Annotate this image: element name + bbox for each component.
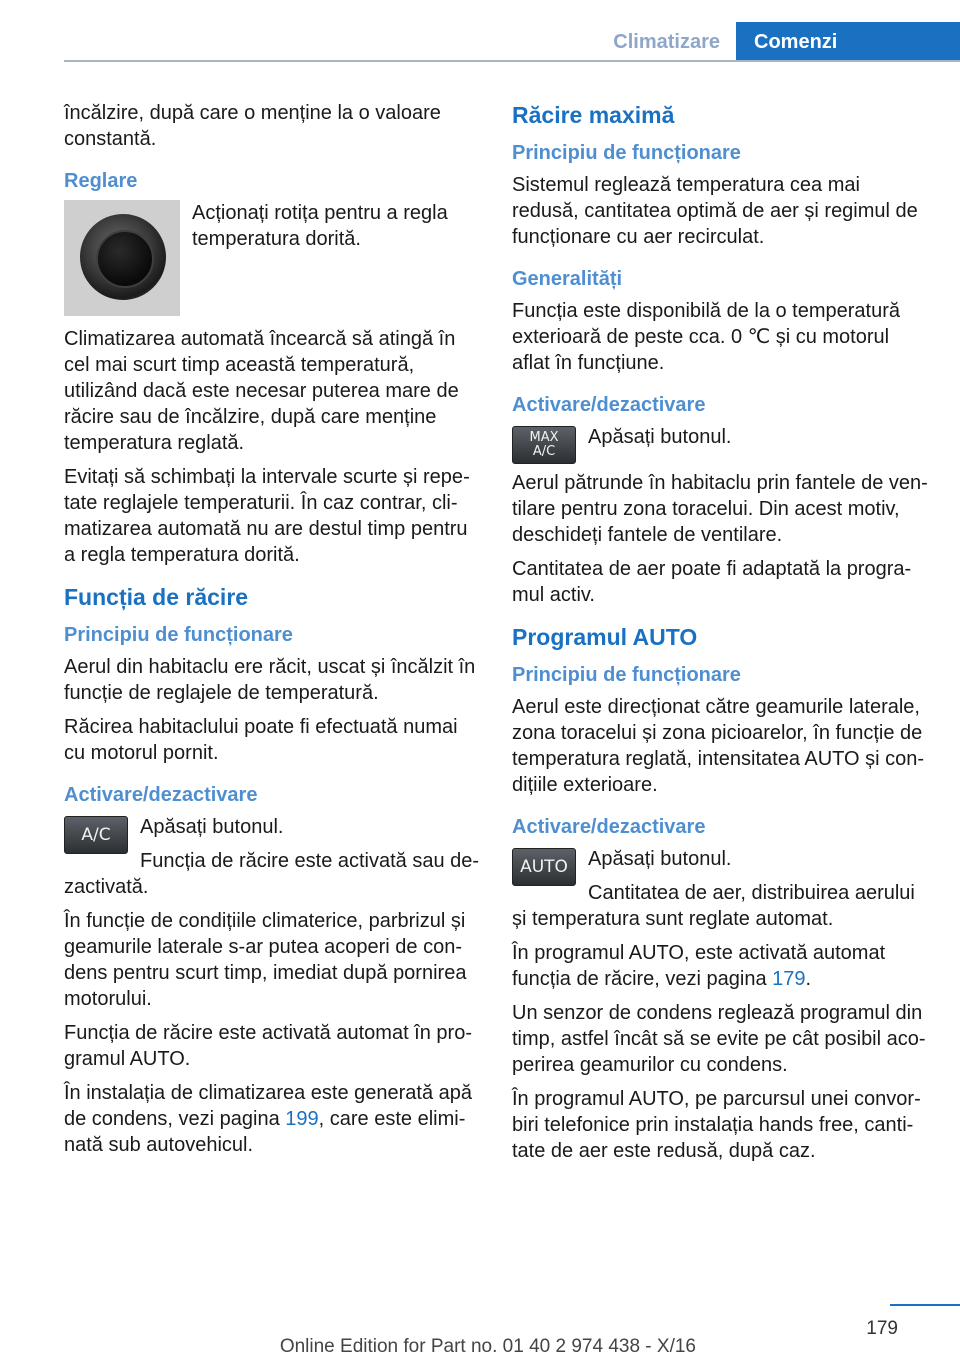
reglare-text: Acționați rotița pentru a regla temperatura dorită. [192, 202, 448, 250]
intro-paragraph: încălzire, după care o menține la o valoare constantă. [64, 102, 441, 150]
paragraph-racirea: Răcirea habitaclului poate fi efectuată numai cu motorul pornit. [64, 716, 458, 764]
ac-button-row [64, 814, 480, 900]
paragraph-directionat: Aerul este direcționat către geamurile laterale, zona toracelui și zona picioarelor, în funcție de temperatura reglată, intensitatea AUTO și condițiile exterioare. [512, 696, 925, 796]
heading-principiu-auto: Principiu de funcționare [512, 664, 741, 686]
header-rule [64, 60, 960, 62]
left-column [64, 100, 480, 1166]
ac-label: A/C [532, 444, 556, 459]
footer-rule [890, 1304, 960, 1306]
auto-button-row [512, 846, 928, 932]
section-tab[interactable]: Climatizare [613, 31, 720, 53]
paragraph-auto-racire [512, 940, 928, 992]
auto-button-image: AUTO [512, 848, 576, 886]
right-column [512, 100, 928, 1172]
temperature-knob-image [64, 200, 180, 316]
max-ac-button-image [512, 426, 576, 464]
heading-principiu: Principiu de funcționare [64, 624, 293, 646]
paragraph-auto-activat: Funcția de răcire este activată automat în programul AUTO. [64, 1022, 472, 1070]
max-press-text: Apăsați butonul. [588, 426, 732, 448]
auto-racire-text-b: . [805, 968, 812, 990]
paragraph-avoid: Evitați să schimbați la intervale scurte și repetate reglajele temperaturii. În caz contrar, climatizarea automată nu are destul timp pentru a regla temperatura dorită. [64, 466, 470, 566]
paragraph-sistemul: Sistemul reglează temperatura cea mai redusă, cantitatea optimă de aer și regimul de funcționare cu aer recirculat. [512, 174, 918, 248]
heading-activare-max: Activare/dezactivare [512, 394, 706, 416]
heading-functia-racire: Funcția de răcire [64, 584, 249, 610]
ac-toggle-text: Funcția de răcire este activată sau dezactivată. [64, 850, 480, 898]
heading-principiu-max: Principiu de funcționare [512, 142, 741, 164]
paragraph-conditii: În funcție de condițiile climaterice, parbrizul și geamurile laterale s-ar putea acoperi de condens pentru scurt timp, imediat după pornirea motorului. [64, 910, 467, 1010]
paragraph-telefon: În programul AUTO, pe parcursul unei convorbiri telefonice prin instalația hands free, cantitate de aer este redusă, după caz. [512, 1088, 921, 1162]
paragraph-condens [64, 1080, 480, 1158]
heading-generalitati: Generalități [512, 268, 623, 290]
condens-text-a: În instalația de climatizarea este generată apă de condens, vezi pagina [64, 1082, 473, 1130]
paragraph-automatic: Climatizarea automată încearcă să atingă în cel mai scurt timp această temperatură, utilizând dacă este necesar puterea mare de răcire sau de încălzire, după care menține temperatura reglată. [64, 328, 459, 454]
page-header [64, 0, 960, 62]
auto-racire-text-a: În programul AUTO, este activată automat funcția de răcire, vezi pagina [512, 942, 886, 990]
paragraph-aerul: Aerul din habitaclu ere răcit, uscat și încălzit în funcție de reglajele de temperatură. [64, 656, 476, 704]
ac-press-text: Apăsați butonul. [140, 816, 284, 838]
paragraph-fantele: Aerul pătrunde în habitaclu prin fantele de ventilare pentru zona toracelui. Din acest motiv, deschideți fantele de ventilare. [512, 472, 928, 546]
page-number: 179 [866, 1318, 898, 1339]
page-footer [0, 1316, 960, 1362]
max-label: MAX [529, 430, 559, 445]
paragraph-cantitatea: Cantitatea de aer poate fi adaptată la programul activ. [512, 558, 912, 606]
reglare-figure-row [64, 200, 480, 326]
paragraph-senzor: Un senzor de condens reglează programul din timp, astfel încât să se evite pe cât posibil acoperirea geamurilor cu condens. [512, 1002, 926, 1076]
page-link-199[interactable]: 199 [285, 1108, 319, 1130]
knob-center [96, 230, 154, 288]
paragraph-functia-disponibila: Funcția este disponibilă de la o temperatură exterioară de peste cca. 0 ℃ și cu motorul aflat în funcțiune. [512, 300, 901, 374]
condens-text-b: , care este eliminată sub autovehicul. [64, 1108, 466, 1156]
heading-racire-maxima: Răcire maximă [512, 102, 675, 128]
heading-programul-auto: Programul AUTO [512, 624, 698, 650]
auto-result-text: Cantitatea de aer, distribuirea aerului și temperatura sunt reglate automat. [512, 882, 915, 930]
knob-outer-ring [80, 214, 166, 300]
page-link-179[interactable]: 179 [772, 968, 806, 990]
edition-text: Online Edition for Part no. 01 40 2 974 438 - X/16 [279, 1336, 696, 1357]
heading-activare-auto: Activare/dezactivare [512, 816, 706, 838]
auto-press-text: Apăsați butonul. [588, 848, 732, 870]
chapter-tab[interactable]: Comenzi [736, 22, 960, 62]
heading-activare: Activare/dezactivare [64, 784, 258, 806]
ac-button-image: A/C [64, 816, 128, 854]
max-ac-button-row [512, 424, 928, 470]
heading-reglare: Reglare [64, 170, 138, 192]
